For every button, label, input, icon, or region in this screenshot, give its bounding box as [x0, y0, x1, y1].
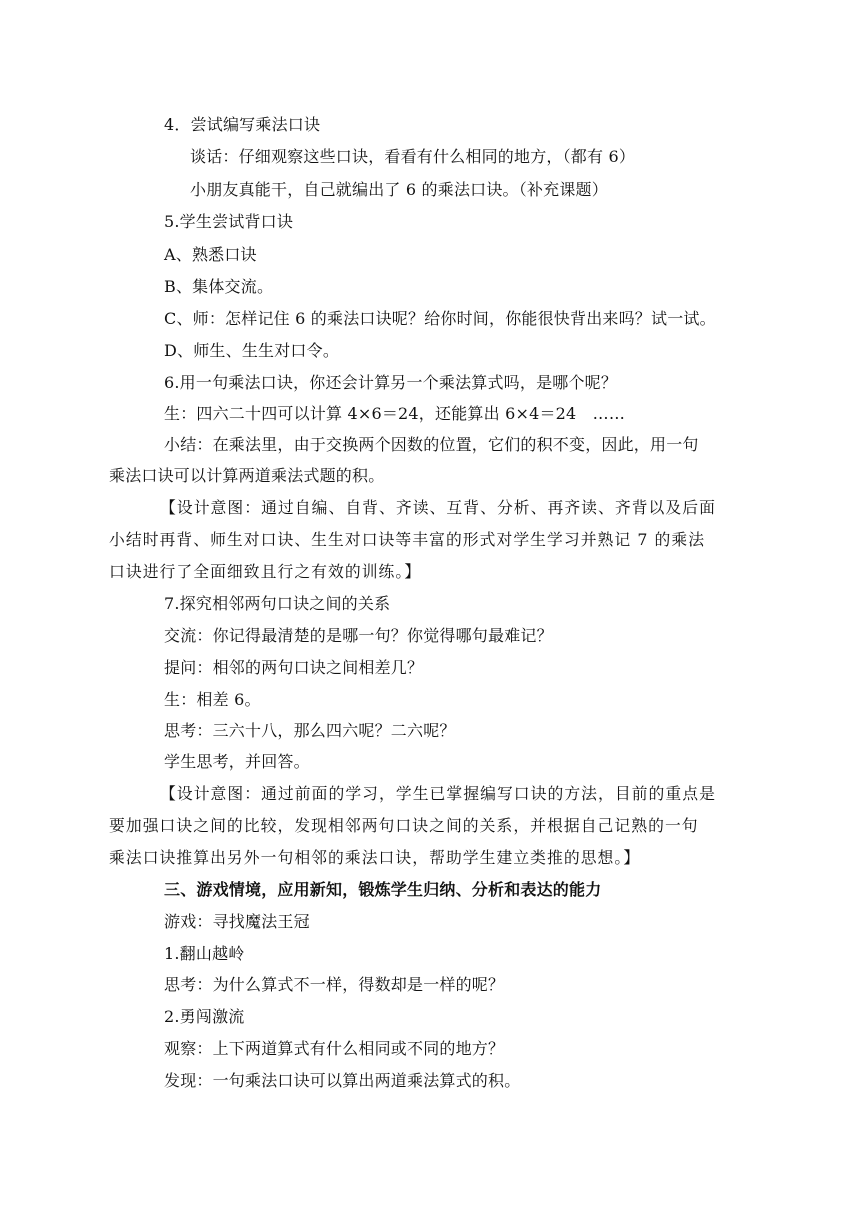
- item-5-heading: 5.学生尝试背口诀: [164, 212, 294, 231]
- student-answer-line: 生：相差 6。: [164, 690, 261, 709]
- dialogue-line: 谈话：仔细观察这些口诀，看看有什么相同的地方，（都有 6）: [190, 147, 636, 166]
- design-intent-line: 乘法口诀推算出另外一句相邻的乘法口诀，帮助学生建立类推的思想。】: [109, 848, 641, 867]
- list-item-b: B、集体交流。: [164, 277, 274, 296]
- design-intent-line: 【设计意图：通过前面的学习，学生已掌握编写口诀的方法，目前的重点是: [160, 784, 716, 803]
- dialogue-line: 小朋友真能干，自己就编出了 6 的乘法口诀。（补充课题）: [190, 180, 608, 199]
- design-intent-line: 要加强口诀之间的比较，发现相邻两句口诀之间的关系，并根据自己记熟的一句: [109, 816, 699, 835]
- list-item-a: A、熟悉口诀: [164, 245, 257, 264]
- game-step-1: 1.翻山越岭: [164, 944, 245, 963]
- item-6-heading: 6.用一句乘法口诀，你还会计算另一个乘法算式吗，是哪个呢？: [164, 373, 618, 392]
- summary-line: 小结：在乘法里，由于交换两个因数的位置，它们的积不变，因此，用一句: [164, 435, 699, 454]
- list-item-d: D、师生、生生对口令。: [164, 341, 340, 360]
- item-4-heading: 4．尝试编写乘法口诀: [164, 115, 321, 134]
- exchange-line: 交流：你记得最清楚的是哪一句？你觉得哪句最难记？: [164, 626, 553, 645]
- design-intent-line: 小结时再背、师生对口诀、生生对口诀等丰富的形式对学生学习并熟记 7 的乘法: [109, 530, 706, 549]
- design-intent-line: 口诀进行了全面细致且行之有效的训练。】: [109, 562, 422, 581]
- thinking-line: 思考：三六十八，那么四六呢？二六呢？: [164, 721, 456, 740]
- summary-line: 乘法口诀可以计算两道乘法式题的积。: [109, 466, 385, 485]
- section-three-heading: 三、游戏情境，应用新知，锻炼学生归纳、分析和表达的能力: [164, 880, 602, 899]
- student-response-line: 学生思考，并回答。: [164, 752, 310, 771]
- thinking-line: 思考：为什么算式不一样，得数却是一样的呢？: [164, 975, 505, 994]
- list-item-c: C、师：怎样记住 6 的乘法口诀呢？给你时间，你能很快背出来吗？试一试。: [164, 309, 716, 328]
- question-line: 提问：相邻的两句口诀之间相差几？: [164, 658, 424, 677]
- item-7-heading: 7.探究相邻两句口诀之间的关系: [164, 594, 391, 613]
- design-intent-line: 【设计意图：通过自编、自背、齐读、互背、分析、再齐读、齐背以及后面: [160, 498, 716, 517]
- student-answer-line: 生：四六二十四可以计算 4×6＝24，还能算出 6×4＝24 ……: [164, 404, 626, 423]
- observation-line: 观察：上下两道算式有什么相同或不同的地方？: [164, 1039, 505, 1058]
- game-step-2: 2.勇闯激流: [164, 1007, 245, 1026]
- game-title-line: 游戏：寻找魔法王冠: [164, 912, 310, 931]
- discovery-line: 发现：一句乘法口诀可以算出两道乘法算式的积。: [164, 1071, 521, 1090]
